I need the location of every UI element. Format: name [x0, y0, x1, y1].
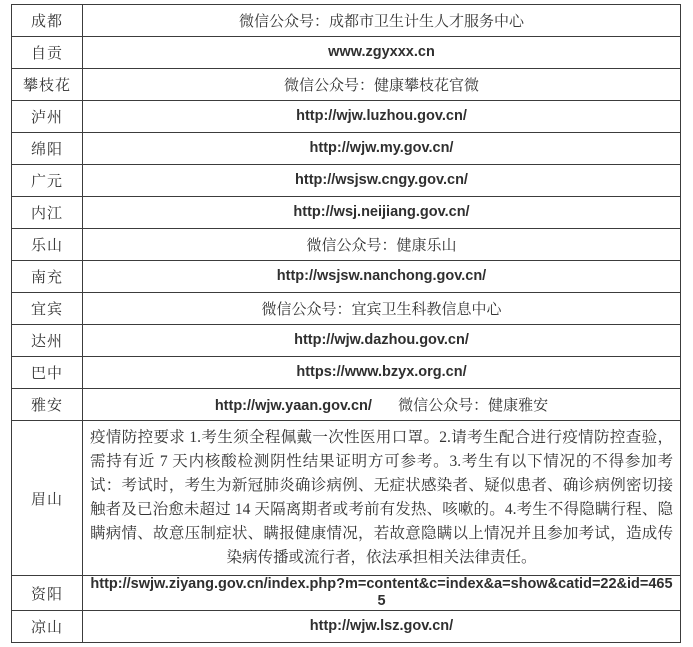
- wechat-account-text: 微信公众号：健康攀枝花官微: [283, 78, 479, 94]
- contact-cell: [83, 611, 681, 643]
- website-url-text: https://www.bzyx.org.cn/: [296, 364, 467, 380]
- table-row: [12, 389, 681, 421]
- table-row: [12, 357, 681, 389]
- contact-cell: [83, 37, 681, 69]
- wechat-account-text: 微信公众号：宜宾卫生科教信息中心: [261, 302, 502, 318]
- contact-cell: [83, 101, 681, 133]
- contact-cell: [83, 165, 681, 197]
- table-row: [12, 165, 681, 197]
- table-row: [12, 576, 681, 611]
- contact-cell: [83, 325, 681, 357]
- city-cell: 泸州: [12, 101, 83, 133]
- table-row: [12, 293, 681, 325]
- contact-cell: [83, 421, 681, 576]
- table-row: [12, 133, 681, 165]
- website-url-text: http://wsj.neijiang.gov.cn/: [293, 204, 470, 220]
- contact-cell: [83, 293, 681, 325]
- city-cell: 巴中: [12, 357, 83, 389]
- contact-cell: [83, 197, 681, 229]
- city-cell: 资阳: [12, 576, 83, 611]
- website-url-text: www.zgyxxx.cn: [328, 44, 435, 60]
- website-url-text: http://swjw.ziyang.gov.cn/index.php?m=content&c=index&a=show&catid=22&id=4655: [90, 576, 673, 609]
- table-row: [12, 421, 681, 576]
- contact-cell: [83, 357, 681, 389]
- city-cell: 攀枝花: [12, 69, 83, 101]
- wechat-account-text: 微信公众号：健康乐山: [306, 238, 457, 254]
- website-url-text: http://wsjsw.nanchong.gov.cn/: [276, 268, 487, 284]
- city-cell: 宜宾: [12, 293, 83, 325]
- city-cell: 达州: [12, 325, 83, 357]
- city-cell: 成都: [12, 5, 83, 37]
- city-health-exam-contact-table: [11, 4, 681, 643]
- website-url-text: http://wjw.luzhou.gov.cn/: [296, 108, 467, 124]
- contact-cell: [83, 5, 681, 37]
- website-url-text: http://wjw.dazhou.gov.cn/: [294, 332, 469, 348]
- city-cell: 雅安: [12, 389, 83, 421]
- table-row: [12, 611, 681, 643]
- part-gap: [372, 398, 398, 414]
- city-cell: 广元: [12, 165, 83, 197]
- wechat-account-text: 微信公众号：成都市卫生计生人才服务中心: [238, 14, 524, 30]
- table-row: [12, 229, 681, 261]
- table-row: [12, 197, 681, 229]
- table-row: [12, 325, 681, 357]
- contact-cell: [83, 69, 681, 101]
- city-cell: 内江: [12, 197, 83, 229]
- contact-cell: [83, 229, 681, 261]
- contact-cell: [83, 133, 681, 165]
- website-url-text: http://wsjsw.cngy.gov.cn/: [295, 172, 468, 188]
- wechat-account-text: 微信公众号：健康雅安: [398, 398, 549, 414]
- table-row: [12, 5, 681, 37]
- city-cell: 南充: [12, 261, 83, 293]
- table-row: [12, 37, 681, 69]
- contact-cell: [83, 261, 681, 293]
- city-cell: 自贡: [12, 37, 83, 69]
- table-row: [12, 69, 681, 101]
- epidemic-notice-text: 疫情防控要求 1.考生须全程佩戴一次性医用口罩。2.请考生配合进行疫情防控查验，需持有近 7 天内核酸检测阴性结果证明方可参考。3.考生有以下情况的不得参加考试：考试时，考生为新冠肺炎确诊病例、无症状感染者、疑似患者、确诊病例密切接触者及已治愈未超过 14 天隔离期者或考前有发热、咳嗽的。4.考生不得隐瞒行程、隐瞒病情、故意压制症状、瞒报健康情况，若故意隐瞒以上情况并且参加考试，造成传染病传播或流行者，依法承担相关法律责任。: [90, 429, 673, 566]
- website-url-text: http://wjw.lsz.gov.cn/: [309, 618, 454, 634]
- city-cell: 凉山: [12, 611, 83, 643]
- contact-cell: [83, 389, 681, 421]
- city-cell: 绵阳: [12, 133, 83, 165]
- city-cell: 乐山: [12, 229, 83, 261]
- contact-cell: [83, 576, 681, 611]
- table-row: [12, 261, 681, 293]
- website-url-text: http://wjw.my.gov.cn/: [309, 140, 454, 156]
- table-body: [12, 5, 681, 643]
- website-url-text: http://wjw.yaan.gov.cn/: [214, 398, 372, 414]
- table-row: [12, 101, 681, 133]
- city-cell: 眉山: [12, 421, 83, 576]
